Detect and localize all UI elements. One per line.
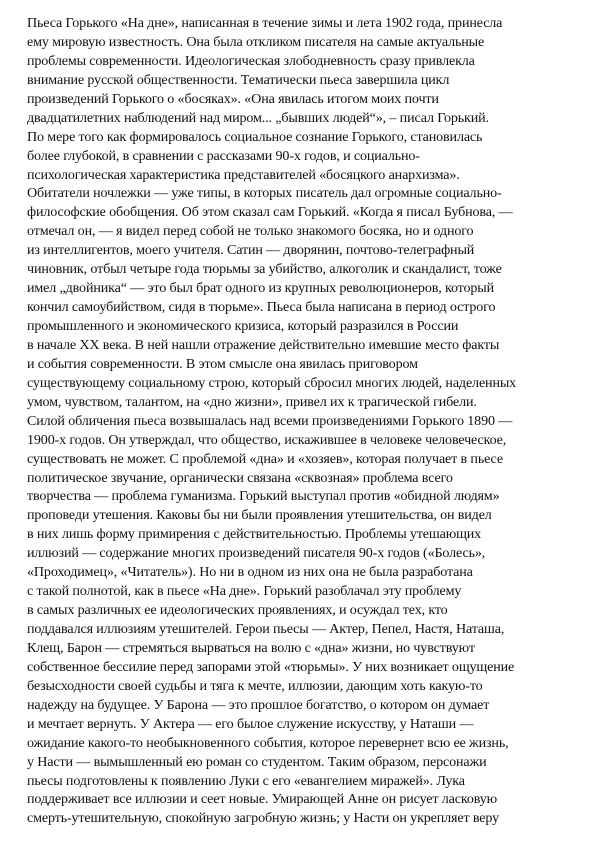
text-line: существующему социальному строю, который сбросил многих людей, наделенных: [27, 374, 517, 391]
text-line: в них лишь форму примирения с действительностью. Проблемы утешающих: [27, 526, 482, 543]
text-line: у Насти — вымышленный ею роман со студентом. Таким образом, персонажи: [27, 753, 487, 770]
text-line: проблемы современности. Идеологическая злободневность сразу привлекла: [27, 52, 475, 69]
text-line: философские обобщения. Об этом сказал сам Горький. «Когда я писал Бубнова, —: [27, 204, 513, 221]
text-line: с такой полнотой, как в пьесе «На дне». Горький разоблачал эту проблему: [27, 583, 462, 600]
text-line: смерть-утешительную, спокойную загробную жизнь; у Насти он укрепляет веру: [27, 810, 500, 827]
text-line: Клещ, Барон — стремяться вырваться на волю с «дна» жизни, но чувствуют: [27, 639, 475, 656]
text-line: пьесы подготовлены к появлению Луки с его «евангелием миражей». Лука: [27, 772, 465, 789]
text-line: политическое звучание, органически связана «сквозная» проблема всего: [27, 469, 453, 486]
text-line: произведений Горького о «босяках». «Она явилась итогом моих почти: [27, 90, 439, 107]
text-line: надежду на будущее. У Барона — это прошлое богатство, о котором он думает: [27, 696, 490, 713]
text-line: в начале XX века. В ней нашли отражение действительно имевшие место факты: [27, 336, 500, 353]
text-line: умом, чувством, талантом, на «дно жизни», привел их к трагической гибели.: [27, 393, 477, 410]
text-line: 1900-х годов. Он утверждал, что общество, искажившее в человеке человеческое,: [27, 431, 507, 448]
text-line: существовать не может. С проблемой «дна» и «хозяев», которая получает в пьесе: [27, 450, 503, 467]
text-line: Пьеса Горького «На дне», написанная в течение зимы и лета 1902 года, принесла: [27, 15, 503, 31]
text-line: двадцатилетних наблюдений над миром... „бывших людей“», – писал Горький.: [27, 109, 489, 126]
text-line: По мере того как формировалось социальное сознание Горького, становилась: [27, 128, 483, 145]
text-line: иллюзий — содержание многих произведений писателя 90-х годов («Болесь»,: [27, 545, 486, 562]
text-line: внимание русской общественности. Тематически пьеса завершила цикл: [27, 71, 450, 88]
text-line: «Проходимец», «Читатель»). Но ни в одном из них она не была разработана: [27, 564, 473, 581]
text-line: более глубокой, в сравнении с рассказами 90-х годов, и социально-: [27, 147, 420, 164]
text-line: собственное бессилие перед запорами этой «тюрьмы». У них возникает ощущение: [27, 658, 515, 675]
text-line: Силой обличения пьеса возвышалась над всеми произведениями Горького 1890 —: [27, 412, 513, 429]
text-line: кончил самоубийством, сидя в тюрьме». Пьеса была написана в период острого: [27, 299, 496, 316]
text-line: из интеллигентов, моего учителя. Сатин — дворянин, почтово-телеграфный: [27, 242, 475, 259]
text-line: психологическая характеристика представителей «босяцкого анархизма».: [27, 166, 460, 183]
text-line: и события современности. В этом смысле она явилась приговором: [27, 355, 418, 372]
text-line: безысходности своей судьбы и тяга к мечте, иллюзии, дающим хоть какую-то: [27, 677, 483, 694]
text-line: поддавался иллюзиям утешителей. Герои пьесы — Актер, Пепел, Настя, Наташа,: [27, 621, 505, 637]
text-line: отмечал он, — я видел перед собой не только знакомого босяка, но и одного: [27, 223, 474, 240]
text-line: и мечтает вернуть. У Актера — его былое служение искусству, у Наташи —: [27, 715, 474, 732]
text-line: творчества — проблема гуманизма. Горький выступал против «обидной людям»: [27, 488, 500, 505]
text-line: ему мировую известность. Она была откликом писателя на самые актуальные: [27, 33, 485, 50]
text-line: в самых различных ее идеологических проявлениях, и осуждал тех, кто: [27, 602, 448, 619]
text-line: Обитатели ночлежки — уже типы, в которых писатель дал огромные социально-: [27, 185, 502, 202]
text-line: поддерживает все иллюзии и сеет новые. Умирающей Анне он рисует ласковую: [27, 791, 498, 808]
text-line: проповеди утешения. Каковы бы ни были проявления утешительства, он видел: [27, 507, 492, 524]
text-line: имел „двойника“ — это был брат одного из крупных революционеров, который: [27, 280, 494, 297]
text-line: чиновник, отбыл четыре года тюрьмы за убийство, алкоголик и скандалист, тоже: [27, 261, 502, 278]
text-line: промышленного и экономического кризиса, который разразился в России: [27, 318, 459, 334]
essay-text: [27, 14, 572, 828]
text-line: ожидание какого-то необыкновенного события, которое перевернет всю ее жизнь,: [27, 734, 509, 751]
